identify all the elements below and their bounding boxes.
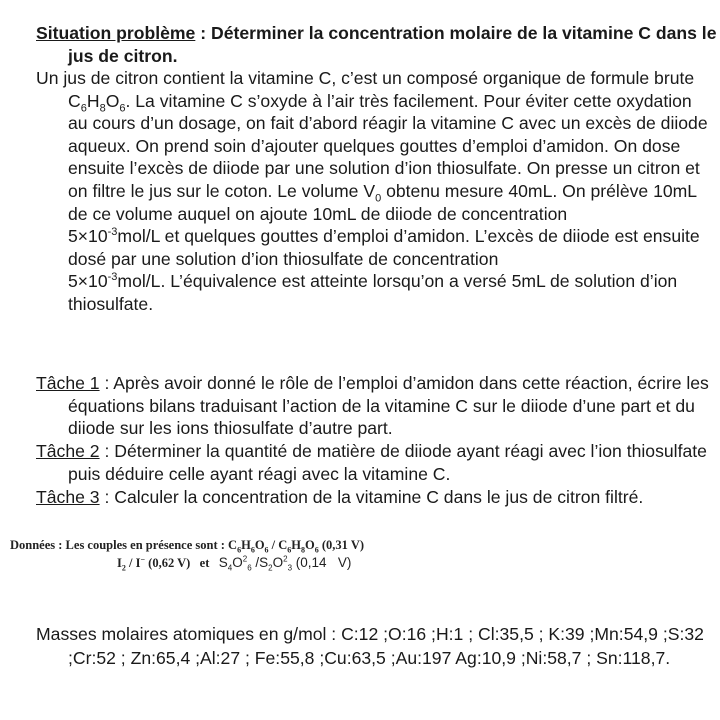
donnees-line-2: $I_2 / I^-$ (0,62 V) et $S_4O^2_6$ $/S_2O^2_3$ (0,14 V) bbox=[117, 554, 352, 573]
task-3-label: Tâche 3 bbox=[36, 487, 100, 507]
situation-title: Déterminer la concentration molaire de la vitamine C dans le jus de citron. bbox=[68, 23, 717, 66]
masses-molaires bbox=[36, 623, 720, 670]
situation-label: Situation problème bbox=[36, 23, 196, 43]
task-1-label: Tâche 1 bbox=[36, 373, 100, 393]
donnees-line-1: Données : Les couples en présence sont : $C_6H_6O_6 / C_6H_8O_6$ (0,31 V) bbox=[10, 538, 365, 555]
problem-paragraph: Un jus de citron contient la vitamine C, c’est un composé organique de formule brute $C_6H_8O_6$. La vitamine C s’oxyde à l’air très facilement. Pour éviter cette oxydation au cours d’un dosage, on fait d’abord réagir la vitamine C avec un excès de diiode aqueux. On prend soin d’ajouter quelques gouttes d’emploi d’amidon. On dose ensuite l’excès de diiode par une solution d’ion thiosulfate. On presse un citron et on filtre le jus sur le coton. Le volume $V_0$ obtenu mesure 40mL. On prélève 10mL de ce volume auquel on ajoute 10mL de diiode de concentration $5\times 10^{-3}mol/L$ et quelques gouttes d’emploi d’amidon. L’excès de diiode est ensuite dosé par une solution d’ion thiosulfate de concentration $5\times 10^{-3}mol/L$. L’équivalence est atteinte lorsqu’on a versé 5mL de solution d’ion thiosulfate. bbox=[36, 68, 708, 314]
task-2-label: Tâche 2 bbox=[36, 441, 100, 461]
masses-label: Masses molaires atomiques en g/mol : bbox=[36, 624, 337, 644]
task-1: Tâche 1 : Après avoir donné le rôle de l’emploi d’amidon dans cette réaction, écrire les équations bilans traduisant l’action de la vitamine C sur le diiode d’une part et du diiode sur les ions thiosulfate d’autre part. bbox=[36, 373, 709, 439]
task-3: Tâche 3 : Calculer la concentration de la vitamine C dans le jus de citron filtré. bbox=[36, 487, 644, 507]
donnees-block bbox=[10, 537, 364, 572]
thiosulfate-couple: $S_4O^2_6$ $/S_2O^2_3$ (0,14 V) bbox=[218, 554, 352, 573]
masses-values: C:12 ;O:16 ;H:1 ; Cl:35,5 ; K:39 ;Mn:54,9 ;S:32 ;Cr:52 ; Zn:65,4 ;Al:27 ; Fe:55,8 ;Cu:63,5 ;Au:197 Ag:10,9 ;Ni:58,7 ; Sn:118,7. bbox=[68, 624, 704, 668]
situation-heading: Situation problème : Déterminer la concentration molaire de la vitamine C dans le jus de citron. bbox=[36, 23, 717, 66]
task-2: Tâche 2 : Déterminer la quantité de matière de diiode ayant réagi avec l’ion thiosulfate puis déduire celle ayant réagi avec la vitamine C. bbox=[36, 441, 707, 484]
